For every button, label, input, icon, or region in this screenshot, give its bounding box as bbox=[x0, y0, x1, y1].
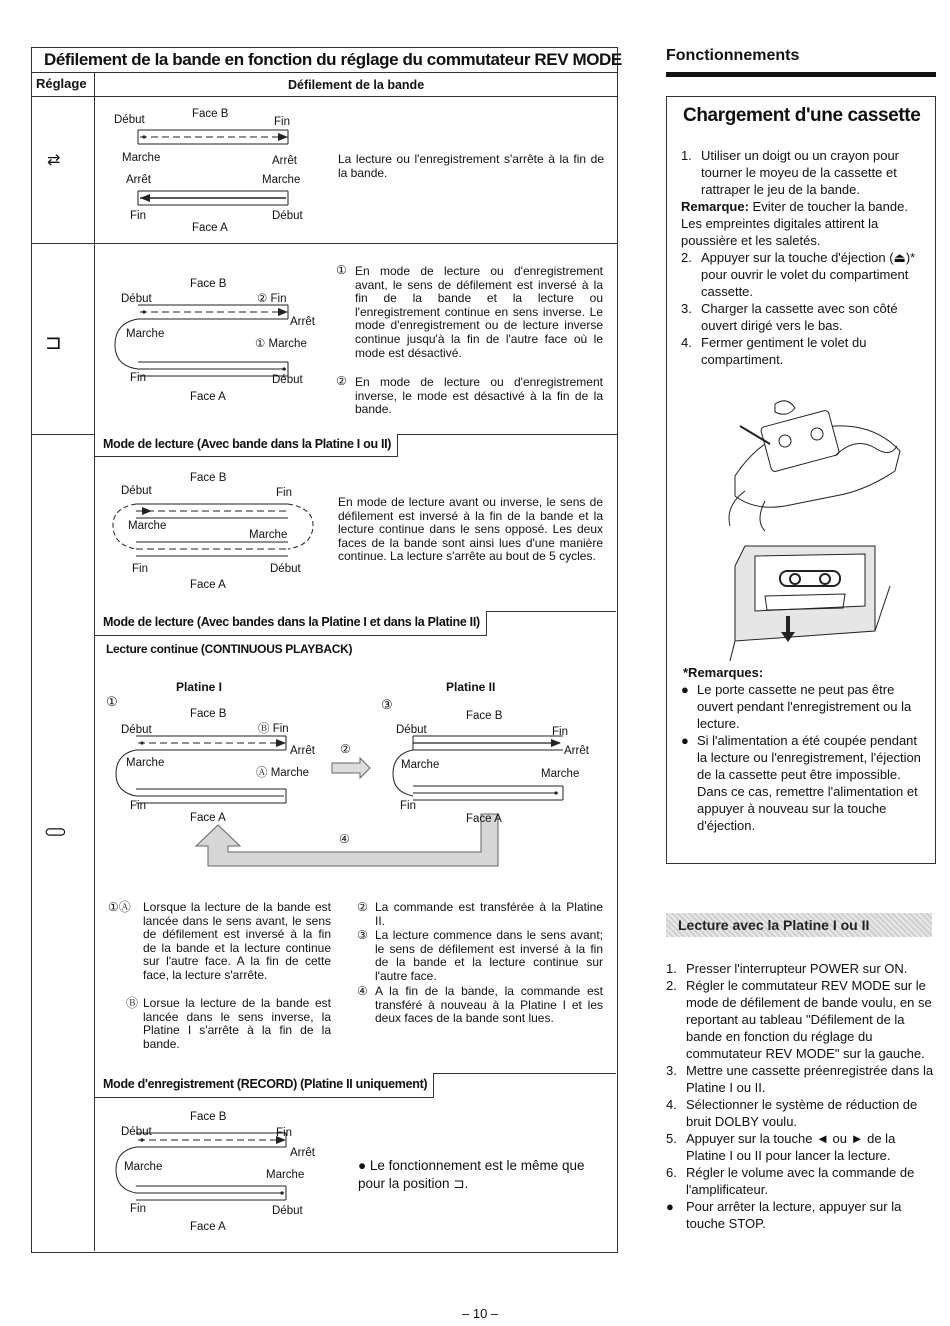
label-marche: Marche bbox=[401, 759, 440, 771]
label-debut: Début bbox=[272, 1205, 303, 1217]
dual-note-3: La lecture commence dans le sens avant; le sens de défilement est inversé à la fin de la bande et la lecture continue sur l'autre face. bbox=[375, 928, 603, 983]
note-marker: ② bbox=[336, 374, 347, 388]
dual-note-2: La commande est transférée à la Platine II. bbox=[375, 900, 603, 928]
label-debut: Début bbox=[272, 210, 303, 222]
label-fin: Fin bbox=[552, 726, 568, 738]
deck-2-label: Platine II bbox=[446, 680, 496, 694]
note-marker: ③ bbox=[357, 928, 368, 942]
step-text: Fermer gentiment le volet du compartiment. bbox=[701, 335, 867, 367]
step-number: 2. bbox=[681, 250, 692, 265]
step-text: Utiliser un doigt ou un crayon pour tourner le moyeu de la cassette et rattraper le jeu de la bande. bbox=[701, 148, 900, 197]
note-marker: ④ bbox=[357, 984, 368, 998]
step-number: 6. bbox=[666, 1165, 677, 1180]
section-title: Mode d'enregistrement (RECORD) (Platine II uniquement) bbox=[95, 1073, 434, 1098]
label-marche: Marche bbox=[126, 757, 165, 769]
step-number: 4. bbox=[666, 1097, 677, 1112]
label-fin: Fin bbox=[276, 1127, 292, 1139]
label-marche: Marche bbox=[122, 152, 161, 164]
label-debut: Début bbox=[272, 374, 303, 386]
label-fin: Fin bbox=[400, 800, 416, 812]
label-fin: Fin bbox=[130, 1203, 146, 1215]
playback-section-title: Lecture avec la Platine I ou II bbox=[666, 913, 932, 937]
label-fin: Fin bbox=[274, 116, 290, 128]
label-fin: Fin bbox=[130, 210, 146, 222]
cassette-illustration bbox=[725, 396, 905, 666]
section-header: Fonctionnements bbox=[666, 47, 800, 64]
rev-mode-reverse-symbol: ⊐ bbox=[45, 330, 62, 354]
notes-list bbox=[681, 681, 921, 834]
step-number: 2. bbox=[666, 978, 677, 993]
col-header-setting: Réglage bbox=[36, 76, 87, 91]
section-title: Mode de lecture (Avec bandes dans la Platine I et dans la Platine II) bbox=[95, 611, 487, 636]
label-debut: Début bbox=[114, 114, 145, 126]
loading-steps bbox=[681, 147, 921, 368]
label-face-b: Face B bbox=[190, 278, 227, 290]
label-marche: ① Marche bbox=[255, 338, 307, 350]
label-arret: Arrêt bbox=[564, 745, 589, 757]
label-marche: Marche bbox=[126, 328, 165, 340]
step-text: Sélectionner le système de réduction de bruit DOLBY voulu. bbox=[686, 1097, 918, 1129]
label-debut: Début bbox=[121, 724, 152, 736]
section-subtitle: Lecture continue (CONTINUOUS PLAYBACK) bbox=[106, 642, 353, 656]
label-marche: Marche bbox=[262, 174, 301, 186]
row1-description: La lecture ou l'enregistrement s'arrête à la fin de la bande. bbox=[338, 152, 604, 180]
continuous-dual-diagram bbox=[108, 720, 608, 870]
step-text: Presser l'interrupteur POWER sur ON. bbox=[686, 961, 908, 976]
step-number: 3. bbox=[666, 1063, 677, 1078]
step-text: Appuyer sur la touche ◄ ou ► de la Platine I ou II pour lancer la lecture. bbox=[686, 1131, 896, 1163]
box-title: Chargement d'une cassette bbox=[683, 105, 921, 126]
header-rule bbox=[666, 72, 936, 77]
step-number: 5. bbox=[666, 1131, 677, 1146]
step-text: Mettre une cassette préenregistrée dans la Platine I ou II. bbox=[686, 1063, 934, 1095]
step-number: 1. bbox=[666, 961, 677, 976]
row2-note-2: En mode de lecture ou d'enregistrement inverse, le mode est désactivé à la fin de la bande. bbox=[355, 375, 603, 417]
label-debut: Début bbox=[121, 485, 152, 497]
label-face-a: Face A bbox=[190, 812, 226, 824]
step-text: Charger la cassette avec son côté ouvert dirigé vers le bas. bbox=[701, 301, 898, 333]
playback-steps bbox=[666, 960, 936, 1232]
note-marker: Ⓑ bbox=[126, 996, 139, 1010]
step-number: 4. bbox=[681, 335, 692, 350]
continuous-single-description: En mode de lecture avant ou inverse, le sens de défilement est inversé à la fin de la bande et la lecture continue dans le sens opposé. Les deux faces de la bande sont ainsi lues d'une manière continue. La lecture s'arrête au bout de 5 cycles. bbox=[338, 495, 603, 564]
step-4-marker: ④ bbox=[339, 832, 350, 846]
col-header-tape: Défilement de la bande bbox=[288, 78, 425, 92]
remark-label: Remarque: bbox=[681, 199, 749, 214]
page-number: – 10 – bbox=[462, 1306, 499, 1321]
remark-text: Eviter de toucher la bande. Les empreintes digitales attirent la poussière et les saletés. bbox=[681, 199, 908, 248]
rev-mode-oneway-symbol: ⇄ bbox=[47, 150, 61, 169]
label-fin: Fin bbox=[130, 372, 146, 384]
note-text: Si l'alimentation a été coupée pendant la lecture ou l'enregistrement, l'éjection de la cassette peut être impossible. Dans ce cas, remettre l'alimentation et appuyer à nouveau sur la touche d'éjection. bbox=[697, 733, 921, 833]
note-text: Le porte cassette ne peut pas être ouvert pendant l'enregistrement ou la lecture. bbox=[697, 682, 912, 731]
label-fin: Fin bbox=[276, 487, 292, 499]
row2-note-1: En mode de lecture ou d'enregistrement avant, le sens de défilement est inversé à la fin de la bande et la lecture ou l'enregistrement continue en sens inverse. Le mode d'enregistrement ou de lecture inverse continue jusqu'à la fin de l'autre face où le mode est désactivé. bbox=[355, 264, 603, 360]
step-2-marker: ② bbox=[340, 742, 351, 756]
record-description: ● Le fonctionnement est le même que pour la position ⊐. bbox=[358, 1158, 585, 1191]
label-debut: Début bbox=[270, 563, 301, 575]
label-marche: Marche bbox=[124, 1161, 163, 1173]
step-1-marker: ① bbox=[106, 694, 118, 709]
table-title: Défilement de la bande en fonction du réglage du commutateur REV MODE bbox=[44, 50, 622, 69]
label-debut: Début bbox=[121, 293, 152, 305]
label-face-b: Face B bbox=[466, 710, 503, 722]
label-face-a: Face A bbox=[190, 1221, 226, 1233]
step-number: ● bbox=[666, 1199, 674, 1214]
label-arret: Arrêt bbox=[290, 745, 315, 757]
label-arret: Arrêt bbox=[290, 1147, 315, 1159]
dual-note-1: Lorsque la lecture de la bande est lancée dans le sens avant, le sens de défilement est inversé à la fin de la bande et la lecture continue sur l'autre face. A la fin de cette face, la lecture s'arrête. bbox=[143, 900, 331, 982]
label-face-b: Face B bbox=[190, 472, 227, 484]
step-number: 1. bbox=[681, 148, 692, 163]
label-fin: ② Fin bbox=[257, 293, 287, 305]
label-face-a: Face A bbox=[190, 391, 226, 403]
bullet: ● bbox=[681, 682, 689, 697]
label-arret: Arrêt bbox=[272, 155, 297, 167]
label-fin: Fin bbox=[130, 800, 146, 812]
section-title: Mode de lecture (Avec bande dans la Platine I ou II) bbox=[95, 434, 398, 457]
deck-1-label: Platine I bbox=[176, 680, 223, 694]
note-marker: ① bbox=[336, 263, 347, 277]
label-marche: Marche bbox=[266, 1169, 305, 1181]
rev-mode-continuous-symbol: ⊂⊃ bbox=[44, 822, 63, 841]
label-marche: Marche bbox=[541, 768, 580, 780]
label-marche: Marche bbox=[128, 520, 167, 532]
bullet: ● bbox=[681, 733, 689, 748]
label-fin: Ⓑ Fin bbox=[258, 723, 289, 735]
label-fin: Fin bbox=[132, 563, 148, 575]
label-debut: Début bbox=[396, 724, 427, 736]
step-text: Pour arrêter la lecture, appuyer sur la touche STOP. bbox=[686, 1199, 902, 1231]
label-arret: Arrêt bbox=[126, 174, 151, 186]
label-face-a: Face A bbox=[190, 579, 226, 591]
label-face-b: Face B bbox=[190, 1111, 227, 1123]
notes-title: *Remarques: bbox=[683, 665, 764, 680]
step-number: 3. bbox=[681, 301, 692, 316]
label-marche: Ⓐ Marche bbox=[256, 767, 310, 779]
step-text: Régler le volume avec la commande de l'amplificateur. bbox=[686, 1165, 915, 1197]
label-face-a: Face A bbox=[466, 813, 502, 825]
label-arret: Arrêt bbox=[290, 316, 315, 328]
note-marker: ①Ⓐ bbox=[108, 900, 131, 914]
dual-note-b: Lorsue la lecture de la bande est lancée dans le sens inverse, la Platine I s'arrête à la fin de la bande. bbox=[143, 996, 331, 1051]
label-debut: Début bbox=[121, 1126, 152, 1138]
step-3-marker: ③ bbox=[381, 697, 393, 712]
label-face-b: Face B bbox=[190, 708, 227, 720]
label-face-b: Face B bbox=[192, 108, 229, 120]
label-face-a: Face A bbox=[192, 222, 228, 234]
label-marche: Marche bbox=[249, 529, 288, 541]
note-marker: ② bbox=[357, 900, 368, 914]
step-text: Régler le commutateur REV MODE sur le mode de défilement de bande voulu, en se reportant au tableau "Défilement de la bande en fonction du réglage du commutateur REV MODE" sur la gauche. bbox=[686, 978, 932, 1061]
dual-note-4: A la fin de la bande, la commande est transféré à nouveau à la Platine I et les deux faces de la bande sont lues. bbox=[375, 984, 603, 1026]
step-text: Appuyer sur la touche d'éjection (⏏)* pour ouvrir le volet du compartiment cassette. bbox=[701, 250, 916, 299]
